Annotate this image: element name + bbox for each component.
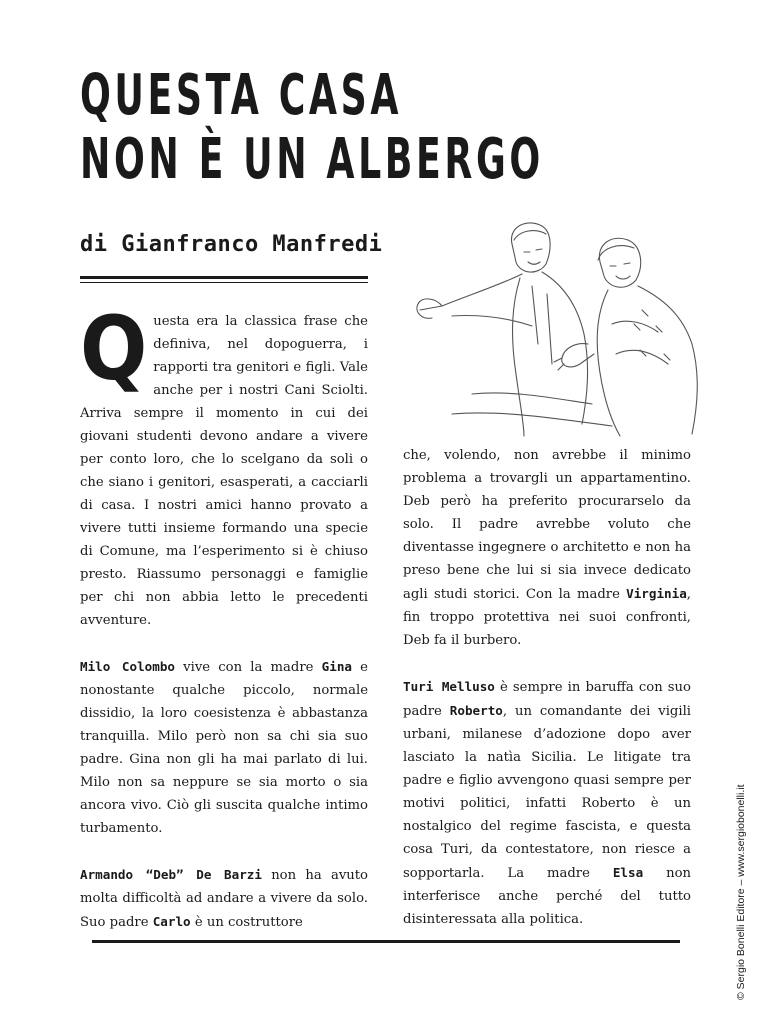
- pencil-sketch-two-men-icon: [412, 214, 712, 438]
- character-name: Carlo: [152, 914, 191, 929]
- article-title: [80, 64, 544, 192]
- paragraph-text: vive con la madre: [174, 660, 322, 675]
- paragraph-text: non ha avuto molta difficoltà ad andare a vivere da solo. Suo padre: [80, 868, 368, 930]
- copyright-credit: © Sergio Bonelli Editore – www.sergiobonelli.it: [735, 784, 747, 1000]
- character-name: Milo Colombo: [80, 659, 175, 674]
- paragraph-turi: [403, 675, 691, 931]
- paragraph-text: è sempre in baruffa con suo padre: [403, 680, 691, 719]
- paragraph-milo: [80, 655, 368, 840]
- character-name: Armando “Deb” De Barzi: [80, 867, 262, 882]
- bottom-rule: [92, 940, 680, 943]
- paragraph-deb: [80, 863, 368, 934]
- byline: di Gianfranco Manfredi: [80, 232, 383, 257]
- byline-rule-thin: [80, 282, 368, 283]
- paragraph-text: , un comandante dei vigili urbani, milanese d’adozione dopo aver lasciato la natìa Sicilia. Le litigate tra padre e figlio avvengono quasi sempre per motivi politici, infatti Roberto è un nostalgico del regime fascista, e questa cosa Turi, da contestatore, non riesce a sopportarla. La madre: [403, 704, 692, 881]
- paragraph-text: è un costruttore: [190, 915, 303, 930]
- paragraph-intro: [80, 297, 368, 632]
- paragraph-text: che, volendo, non avrebbe il minimo problema a trovargli un appartamentino. Deb però ha preferito procurarselo da solo. Il padre avrebbe voluto che diventasse ingegnere o architetto e non ha preso bene che lui si sia invece dedicato agli studi storici. Con la madre: [403, 448, 691, 602]
- paragraph-text: , fin troppo protettiva nei suoi confronti, Deb fa il burbero.: [403, 587, 691, 648]
- character-name: Elsa: [612, 865, 644, 880]
- title-line-1: QUESTA CASA: [80, 63, 402, 128]
- text-column-left: [80, 297, 368, 957]
- character-name: Virginia: [626, 586, 687, 601]
- title-line-2: NON È UN ALBERGO: [80, 127, 544, 192]
- text-column-right: [403, 444, 691, 954]
- character-name: Roberto: [449, 703, 503, 718]
- byline-rule-thick: [80, 276, 368, 279]
- character-name: Gina: [321, 659, 352, 674]
- paragraph-deb-continued: [403, 444, 691, 652]
- character-name: Turi Melluso: [403, 679, 495, 694]
- paragraph-text: non interferisce anche perché del tutto disinteressata alla politica.: [403, 866, 692, 927]
- drop-cap: Q: [80, 297, 148, 400]
- intro-text: uesta era la classica frase che definiva, nel dopoguerra, i rapporti tra genitori e figli. Vale anche per i nostri Cani Sciolti. Arriva sempre il momento in cui dei giovani studenti devono andare a vivere per conto loro, che lo scelgano da soli o che siano i genitori, esasperati, a cacciarli di casa. I nostri amici hanno provato a vivere tutti insieme formando una specie di Comune, ma l’esperimento si è chiuso presto. Riassumo personaggi e famiglie per chi non abbia letto le precedenti avventure.: [80, 314, 368, 628]
- paragraph-text: e nonostante qualche piccolo, normale dissidio, la loro coesistenza è abbastanza tranquilla. Milo però non sa chi sia suo padre. Gina non gli ha mai parlato di lui. Milo non sa neppure se sia morto o sia ancora vivo. Ciò gli suscita qualche intimo turbamento.: [80, 660, 368, 836]
